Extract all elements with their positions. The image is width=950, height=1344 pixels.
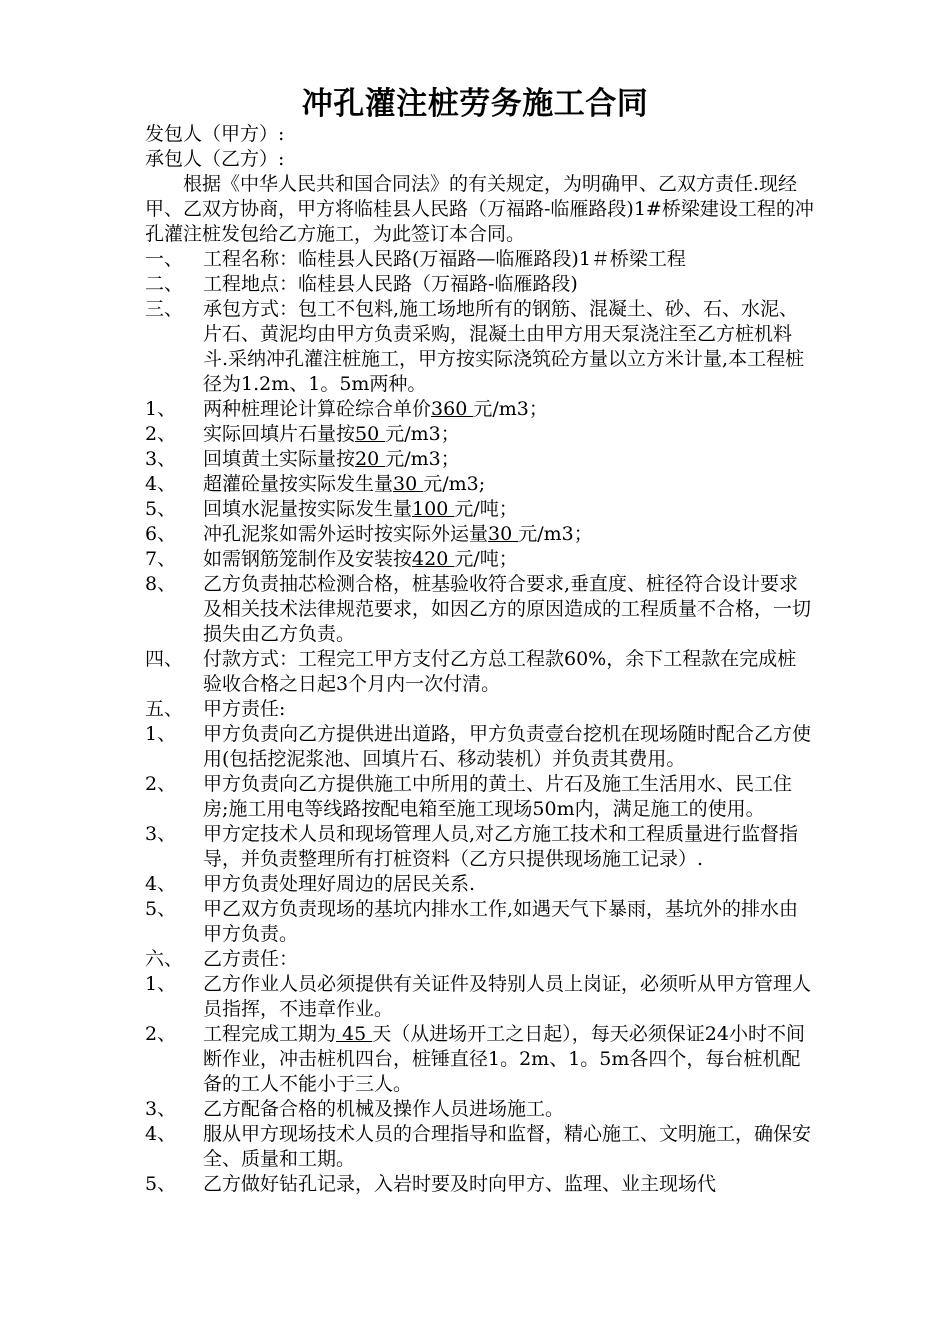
section-6-heading [145, 947, 815, 972]
section-number: 三、 [145, 298, 184, 320]
item-number: 1、 [145, 973, 177, 995]
price-item-6 [145, 522, 815, 547]
item-number: 5、 [145, 898, 177, 920]
item-text: 甲方定技术人员和现场管理人员,对乙方施工技术和工程质量进行监督指导，并负责整理所有打桩资料（乙方只提供现场施工记录）. [203, 823, 799, 870]
section-heading: 乙方责任： [203, 948, 299, 970]
section-text: 承包方式：包工不包料,施工场地所有的钢筋、混凝土、砂、石、水泥、片石、黄泥均由甲方负责采购，混凝土由甲方用天泵浇注至乙方桩机料斗.采纳冲孔灌注桩施工，甲方按实际浇筑砼方量以立方米计量,本工程桩径为1.2m、1。5m两种。 [203, 298, 805, 395]
section-1 [145, 247, 815, 272]
section-3 [145, 297, 815, 397]
price-item-4 [145, 472, 815, 497]
b-resp-item-2 [145, 1022, 815, 1097]
item-number: 2、 [145, 423, 177, 445]
section-5-heading [145, 697, 815, 722]
section-heading: 甲方责任: [203, 698, 286, 720]
price-item-1 [145, 397, 815, 422]
duration-value: 45 [336, 1023, 373, 1045]
b-resp-item-5 [145, 1172, 815, 1197]
item-8 [145, 572, 815, 647]
section-text: 工程名称：临桂县人民路(万福路—临雁路段)1＃桥梁工程 [203, 248, 686, 270]
item-text: 服从甲方现场技术人员的合理指导和监督，精心施工、文明施工，确保安全、质量和工期。 [203, 1123, 812, 1170]
item-text: 甲方负责处理好周边的居民关系. [203, 873, 476, 895]
price-label: 两种桩理论计算砼综合单价 [203, 398, 432, 420]
price-label: 回填水泥量按实际发生量 [203, 498, 413, 520]
a-resp-item-4 [145, 872, 815, 897]
section-number: 一、 [145, 248, 184, 270]
item-number: 4、 [145, 1123, 177, 1145]
price-label: 实际回填片石量按 [203, 423, 356, 445]
price-unit: 元/m3; [423, 473, 486, 495]
section-text: 工程地点：临桂县人民路（万福路-临雁路段) [203, 273, 578, 295]
item-text: 乙方负责抽芯检测合格，桩基验收符合要求,垂直度、桩径符合设计要求及相关技术法律规范要求，如因乙方的原因造成的工程质量不合格，一切损失由乙方负责。 [203, 573, 812, 645]
a-resp-item-2 [145, 772, 815, 822]
party-b-line: 承包人（乙方）: [145, 148, 285, 170]
a-resp-item-5 [145, 897, 815, 947]
price-item-7 [145, 547, 815, 572]
item-number: 3、 [145, 448, 177, 470]
item-text-post: 天（从进场开工之日起），每天必须保证24小时不间断作业，冲击桩机四台，桩锤直径1。2m、1。5m各四个，每台桩机配备的工人不能小于三人。 [203, 1023, 805, 1095]
price-value: 30 [393, 473, 424, 495]
price-unit: 元/吨； [454, 498, 518, 520]
price-label: 如需钢筋笼制作及安装按 [203, 548, 413, 570]
price-value: 50 [355, 423, 386, 445]
price-item-2 [145, 422, 815, 447]
section-2 [145, 272, 815, 297]
a-resp-item-1 [145, 722, 815, 772]
item-number: 3、 [145, 1098, 177, 1120]
price-label: 冲孔泥浆如需外运时按实际外运量 [203, 523, 489, 545]
section-number: 六、 [145, 948, 184, 970]
item-number: 4、 [145, 873, 177, 895]
item-text-pre: 工程完成工期为 [203, 1023, 337, 1045]
b-resp-item-4 [145, 1122, 815, 1172]
price-unit: 元/m3； [385, 448, 460, 470]
item-text: 乙方作业人员必须提供有关证件及特别人员上岗证，必须听从甲方管理人员指挥，不违章作业。 [203, 973, 812, 1020]
price-value: 100 [412, 498, 455, 520]
item-number: 7、 [145, 548, 177, 570]
item-text: 乙方配备合格的机械及操作人员进场施工。 [203, 1098, 565, 1120]
price-unit: 元/m3； [385, 423, 460, 445]
price-value: 360 [431, 398, 474, 420]
b-resp-item-3 [145, 1097, 815, 1122]
item-number: 1、 [145, 723, 177, 745]
contract-title: 冲孔灌注桩劳务施工合同 [301, 86, 649, 122]
price-unit: 元/m3； [518, 523, 593, 545]
item-text: 甲方负责向乙方提供施工中所用的黄土、片石及施工生活用水、民工住房;施工用电等线路按配电箱至施工现场50m内，满足施工的使用。 [203, 773, 793, 820]
price-unit: 元/m3； [473, 398, 548, 420]
item-number: 5、 [145, 498, 177, 520]
item-number: 6、 [145, 523, 177, 545]
intro-paragraph: 根据《中华人民共和国合同法》的有关规定，为明确甲、乙双方责任.现经甲、乙双方协商，甲方将临桂县人民路（万福路-临雁路段)1#桥梁建设工程的冲孔灌注桩发包给乙方施工，为此签订本合同。 [145, 173, 814, 245]
contract-body [145, 122, 815, 1197]
price-item-3 [145, 447, 815, 472]
item-text: 甲乙双方负责现场的基坑内排水工作,如遇天气下暴雨，基坑外的排水由甲方负责。 [203, 898, 799, 945]
price-value: 20 [355, 448, 386, 470]
item-text: 乙方做好钻孔记录，入岩时要及时向甲方、监理、业主现场代 [203, 1173, 717, 1195]
party-a-line: 发包人（甲方）: [145, 123, 285, 145]
price-value: 420 [412, 548, 455, 570]
price-label: 超灌砼量按实际发生量 [203, 473, 394, 495]
price-label: 回填黄土实际量按 [203, 448, 356, 470]
section-number: 四、 [145, 648, 184, 670]
item-number: 1、 [145, 398, 177, 420]
item-number: 8、 [145, 573, 177, 595]
section-text: 付款方式：工程完工甲方支付乙方总工程款60%，余下工程款在完成桩验收合格之日起3个月内一次付清。 [203, 648, 797, 695]
section-number: 二、 [145, 273, 184, 295]
item-number: 2、 [145, 773, 177, 795]
item-text: 甲方负责向乙方提供进出道路，甲方负责壹台挖机在现场随时配合乙方使用(包括挖泥浆池、回填片石、移动装机）并负责其费用。 [203, 723, 812, 770]
price-value: 30 [488, 523, 519, 545]
price-unit: 元/吨； [454, 548, 518, 570]
a-resp-item-3 [145, 822, 815, 872]
item-number: 2、 [145, 1023, 177, 1045]
item-number: 4、 [145, 473, 177, 495]
item-number: 3、 [145, 823, 177, 845]
b-resp-item-1 [145, 972, 815, 1022]
section-4-payment [145, 647, 815, 697]
price-item-5 [145, 497, 815, 522]
section-number: 五、 [145, 698, 184, 720]
item-number: 5、 [145, 1173, 177, 1195]
